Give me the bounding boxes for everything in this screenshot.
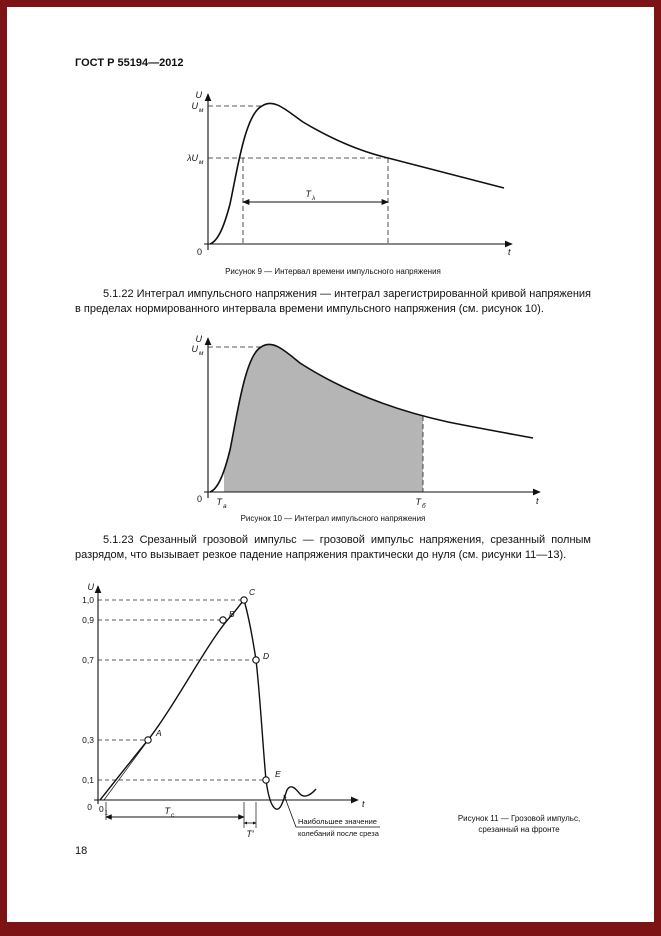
figure11-caption-line2: срезанный на фронте [478,824,560,834]
fig10-tb-label: T [415,497,421,507]
page-number: 18 [75,845,88,857]
fig9-axes [204,94,512,250]
fig9-um-subscript: м [199,107,204,114]
fig9-labels [186,90,511,257]
figure9-caption: Рисунок 9 — Интервал времени импульсного напряжения [225,267,441,276]
document-header: ГОСТ Р 55194—2012 [75,57,184,69]
fig11-tc-label: T [164,806,170,816]
fig11-chopped-impulse-curve [100,600,316,809]
fig10-integral-shaded-area [210,344,533,492]
figure10-chart [148,328,548,513]
fig11-tick-0-1: 0,1 [82,775,94,785]
fig9-t-lambda-subscript: λ [312,195,316,202]
fig9-origin-label: 0 [196,247,202,257]
fig11-point-a-label: A [156,728,162,738]
fig9-t-lambda-label: T [305,189,311,199]
paragraph-5-1-23: 5.1.23 Срезанный грозовой импульс — грозовой импульс напряжения, срезанный полным разрядом, что вызывает резкое падение напряжения практически до нуля (см. рисунки 11—13). [75,534,591,561]
fig11-tc-subscript: с [171,812,175,819]
figure11-caption [430,814,608,835]
fig11-origin-zero-label: 0 [87,802,92,812]
fig9-lambda-um-label: λU [187,153,198,163]
fig11-virtual-origin-label: 0 [99,804,104,814]
fig10-um-subscript: м [199,350,204,357]
figure11-caption-line1: Рисунок 11 — Грозовой импульс, [457,814,581,823]
fig11-point-b-label: B [229,609,235,619]
fig9-impulse-curve [210,103,504,244]
fig11-point-d-label: D [263,651,270,661]
fig11-annotation-line2: колебаний после среза [298,829,379,838]
fig11-tick-0-9: 0,9 [82,615,94,625]
fig10-um-label: U [191,344,198,354]
figure10-caption: Рисунок 10 — Интеграл импульсного напряжения [240,514,426,523]
fig11-point-b [220,617,226,623]
fig11-tick-1-0: 1,0 [82,595,94,605]
paragraph-5-1-22: 5.1.22 Интеграл импульсного напряжения — интеграл зарегистрированной кривой напряжения в пределах нормированного интервала времени импульсного напряжения (см. рисунок 10). [75,288,591,315]
figure9-chart [148,84,528,269]
fig11-point-a [145,737,151,743]
fig11-point-c [241,597,247,603]
fig11-annotation-line1: Наибольшее значение [298,817,377,826]
fig9-dashed-guides [208,106,388,244]
fig9-lambda-um-subscript: м [199,159,204,166]
fig11-point-e-label: E [275,769,281,779]
fig11-point-c-label: C [249,587,256,597]
fig10-tb-subscript: б [422,503,426,510]
fig11-measurement-guides [106,802,256,828]
fig9-y-axis-label: U [195,90,202,100]
fig11-x-axis-label: t [362,799,365,809]
fig9-um-label: U [191,101,198,111]
fig11-point-d [253,657,259,663]
fig11-virtual-origin-subscript: 1 [104,810,108,817]
fig10-ta-subscript: а [223,503,227,510]
fig11-y-axis-label: U [87,582,94,592]
fig10-x-axis-label: t [536,496,539,506]
fig11-tick-0-3: 0,3 [82,735,94,745]
fig11-point-e [263,777,269,783]
fig9-x-axis-label: t [508,247,511,257]
figure11-chart [68,576,438,848]
fig10-ta-label: T [216,497,222,507]
fig11-tick-0-7: 0,7 [82,655,94,665]
fig10-y-axis-label: U [195,334,202,344]
fig11-tprime-label: T′ [246,829,254,839]
fig10-origin-label: 0 [196,494,202,504]
